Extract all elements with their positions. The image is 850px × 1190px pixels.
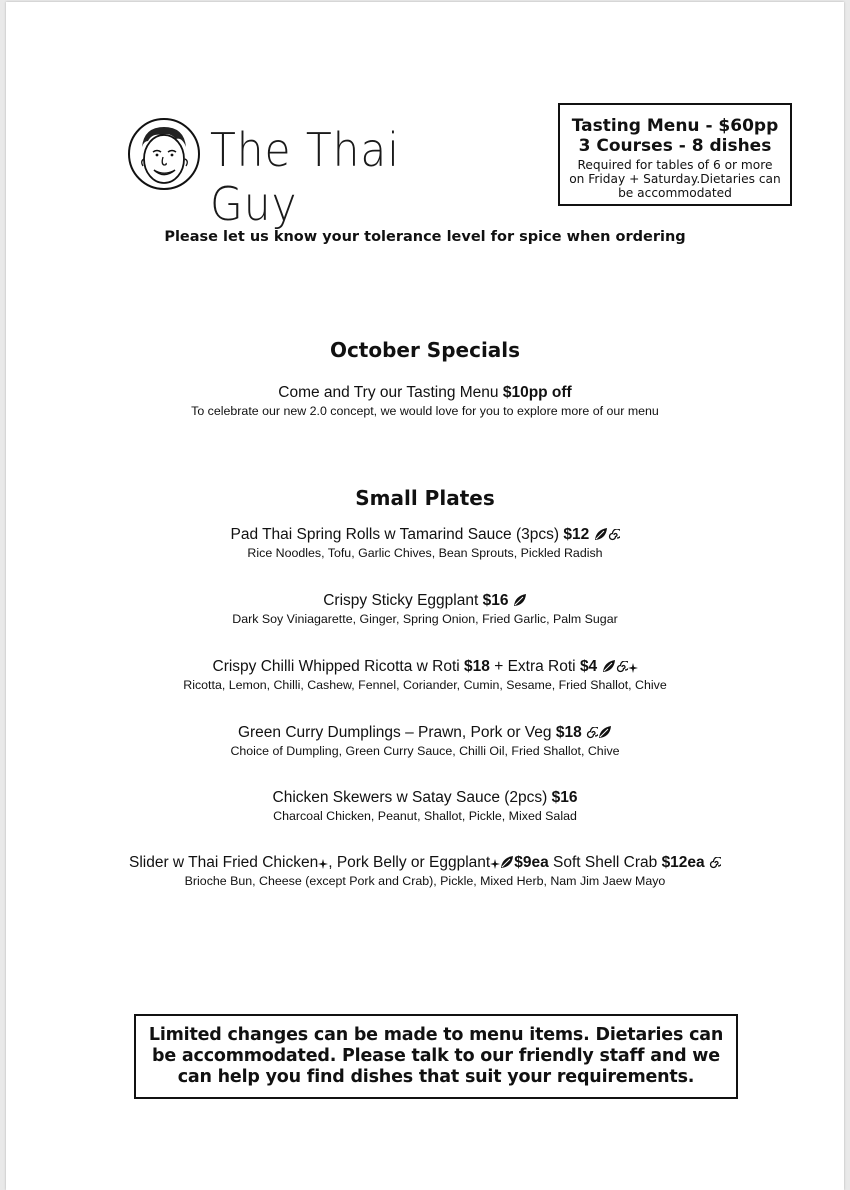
menu-item-price: $16 <box>482 592 509 609</box>
tasting-title: Tasting Menu - $60pp <box>571 116 779 136</box>
menu-item-description: Ricotta, Lemon, Chilli, Cashew, Fennel, Coriander, Cumin, Sesame, Fried Shallot, Chive <box>183 678 667 692</box>
menu-item-description: Brioche Bun, Cheese (except Pork and Crab), Pickle, Mixed Herb, Nam Jim Jaew Mayo <box>184 874 666 888</box>
tasting-menu-box <box>558 103 792 206</box>
tasting-note: Required for tables of 6 or more on Friday + Saturday.Dietaries can be accommodated <box>569 158 781 200</box>
menu-item-price: $16 <box>551 789 578 806</box>
specials-headline: Come and Try our Tasting Menu $10pp off <box>278 384 572 401</box>
specials-price: $10pp off <box>502 384 572 401</box>
menu-item <box>0 788 850 825</box>
menu-item <box>0 723 850 760</box>
specials-description: To celebrate our new 2.0 concept, we would love for you to explore more of our menu <box>191 404 659 418</box>
menu-item-name: Chicken Skewers w Satay Sauce (2pcs) $16 <box>272 789 578 806</box>
vegan-leaf-icon <box>602 659 616 673</box>
vegan-leaf-icon <box>594 527 608 541</box>
small-plates-title: Small Plates <box>355 486 495 510</box>
specials-title: October Specials <box>329 338 521 362</box>
menu-item <box>0 525 850 562</box>
menu-item-description: Choice of Dumpling, Green Curry Sauce, Chilli Oil, Fried Shallot, Chive <box>230 744 620 758</box>
menu-item-name: Pad Thai Spring Rolls w Tamarind Sauce (3pcs) $12 <box>0 525 850 545</box>
gluten-free-star-icon <box>318 859 328 869</box>
menu-item-extra-price: $4 <box>579 658 598 675</box>
gluten-free-star-icon <box>490 859 500 869</box>
brand-name: The Thai Guy <box>210 123 400 231</box>
specials-block <box>0 383 850 420</box>
menu-item-name: Green Curry Dumplings – Prawn, Pork or Veg $18 <box>0 723 850 743</box>
menu-page <box>6 2 844 1190</box>
menu-item-price: $12ea <box>661 854 705 871</box>
spicy-icon <box>709 857 721 869</box>
tasting-subtitle: 3 Courses - 8 dishes <box>578 136 772 156</box>
vegan-leaf-icon <box>513 593 527 607</box>
menu-item-description: Charcoal Chicken, Peanut, Shallot, Pickle, Mixed Salad <box>273 809 577 823</box>
menu-item <box>0 853 850 890</box>
menu-item <box>0 657 850 694</box>
vegan-leaf-icon <box>598 725 612 739</box>
chef-portrait-icon <box>126 117 206 193</box>
dietary-notice: Limited changes can be made to menu items. Dietaries can be accommodated. Please talk to our friendly staff and we can help you find dishes that suit your requirements. <box>134 1014 738 1099</box>
menu-item-name: Crispy Chilli Whipped Ricotta w Roti $18 + Extra Roti $4 <box>0 657 850 677</box>
menu-item-name: Slider w Thai Fried Chicken , Pork Belly or Eggplant $9ea Soft Shell Crab $12ea <box>0 853 850 873</box>
menu-item-description: Dark Soy Viniagarette, Ginger, Spring Onion, Fried Garlic, Palm Sugar <box>232 612 618 626</box>
menu-item <box>0 591 850 628</box>
spicy-icon <box>616 661 628 673</box>
menu-item-price: $12 <box>563 526 590 543</box>
gluten-free-star-icon <box>628 663 638 673</box>
brand-logo <box>126 117 506 231</box>
spicy-icon <box>586 727 598 739</box>
vegan-leaf-icon <box>500 855 514 869</box>
spice-note: Please let us know your tolerance level for spice when ordering <box>164 229 686 245</box>
menu-item-name: Crispy Sticky Eggplant $16 <box>0 591 850 611</box>
menu-item-price: $18 <box>464 658 490 675</box>
menu-item-description: Rice Noodles, Tofu, Garlic Chives, Bean Sprouts, Pickled Radish <box>247 546 603 560</box>
menu-item-price: $18 <box>555 724 582 741</box>
menu-item-price: $9ea <box>514 854 549 871</box>
spicy-icon <box>608 529 620 541</box>
